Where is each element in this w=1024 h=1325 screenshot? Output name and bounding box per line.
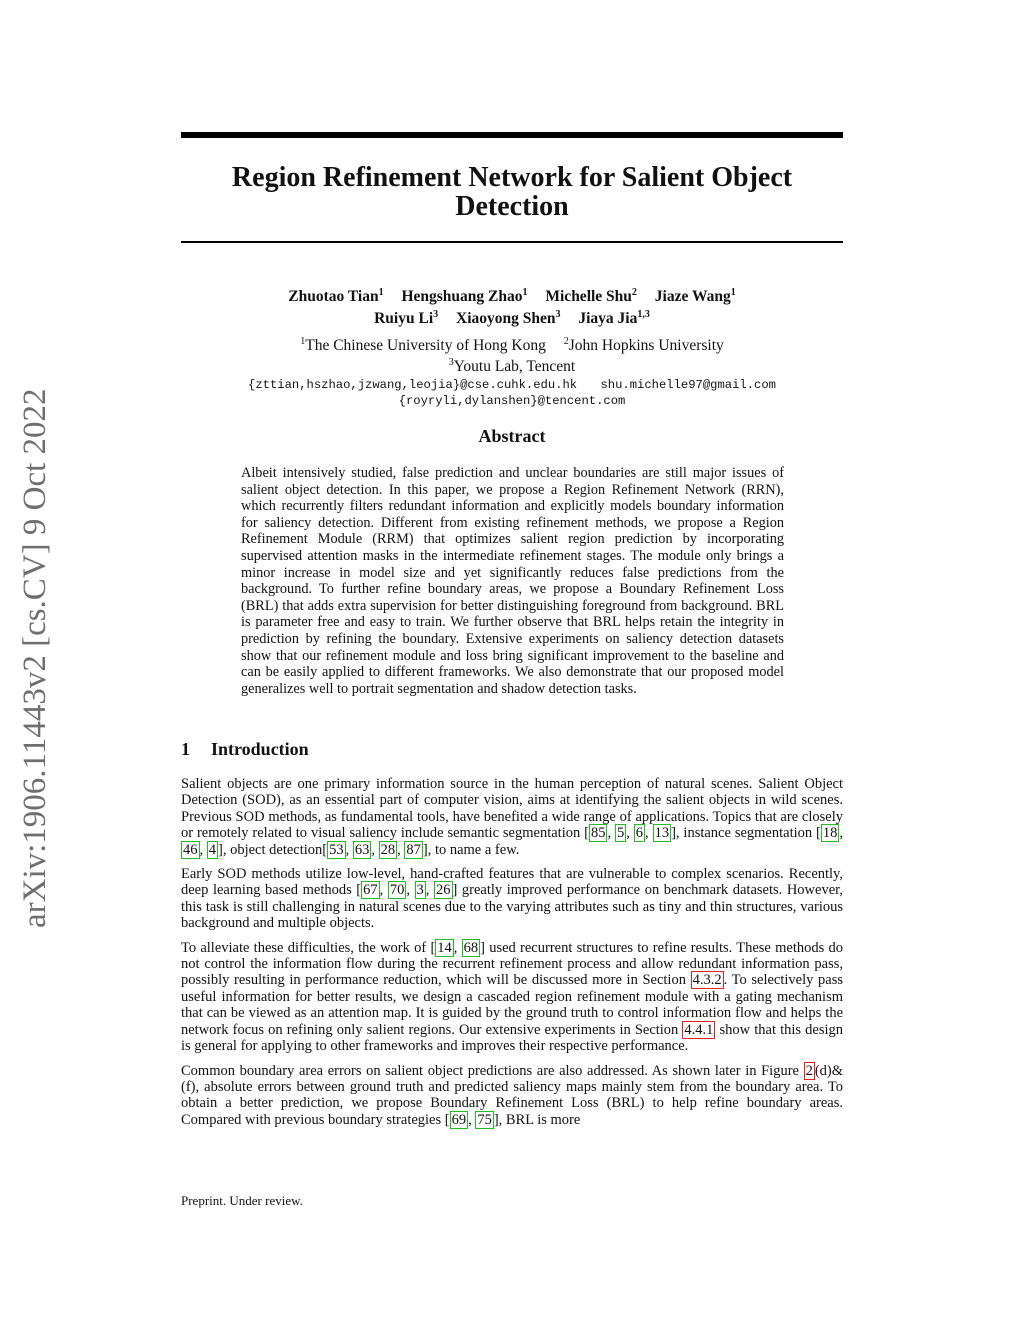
citation-link[interactable]: 87 bbox=[406, 841, 421, 858]
abstract-heading: Abstract bbox=[478, 426, 546, 446]
email-list bbox=[181, 377, 843, 409]
author: Jiaya Jia$^{1,3}$ bbox=[578, 309, 650, 327]
abstract-body: Albeit intensively studied, false prediction and unclear boundaries are still major issues of salient object detection. In this paper, we propose a Region Refinement Network (RRN), which recurrently filters redundant information and explicitly models boundary information for saliency detection. Different from existing refinement methods, we propose a Region Refinement Module (RRM) that optimizes salient region prediction by incorporating supervised attention masks in the intermediate refinement stages. The module only brings a minor increase in model size and yet significantly reduces false predictions from the background. To further refine boundary areas, we propose a Boundary Refinement Loss (BRL) that adds extra supervision for better distinguishing foreground from background. BRL is parameter free and easy to train. We further observe that BRL helps retain the integrity in prediction by refining the boundary. Extensive experiments on saliency detection datasets show that our refinement module and loss bring significant improvement to the baseline and can be easily applied to different frameworks. We also demonstrate that our proposed model generalizes well to portrait segmentation and shadow detection tasks. bbox=[241, 465, 784, 697]
title-line-1: Region Refinement Network for Salient Object bbox=[231, 162, 793, 193]
section-ref-link[interactable]: 4.4.1 bbox=[684, 1021, 714, 1038]
author: Xiaoyong Shen$^3$ bbox=[456, 309, 561, 327]
affiliation: $^1$The Chinese University of Hong Kong bbox=[300, 336, 546, 354]
citation-link[interactable]: 53 bbox=[329, 841, 344, 858]
author: Hengshuang Zhao$^1$ bbox=[401, 287, 528, 305]
citation-link[interactable]: 26 bbox=[436, 882, 451, 899]
title-top-rule bbox=[181, 132, 843, 138]
title-bottom-rule bbox=[181, 241, 843, 243]
arxiv-identifier: arXiv:1906.11443v2 [cs.CV] 9 Oct 2022 bbox=[17, 388, 53, 928]
affiliations bbox=[181, 335, 843, 377]
citation-link[interactable]: 13 bbox=[654, 825, 670, 842]
email[interactable]: {zttian,hszhao,jzwang,leojia}@cse.cuhk.edu.hk bbox=[248, 378, 578, 392]
section-title: Introduction bbox=[211, 739, 309, 759]
author: Zhuotao Tian$^1$ bbox=[288, 287, 384, 305]
email[interactable]: {royryli,dylanshen}@tencent.com bbox=[398, 394, 626, 408]
citation-link[interactable]: 4 bbox=[208, 841, 216, 858]
title-line-2: Detection bbox=[455, 191, 569, 222]
author: Jiaze Wang$^1$ bbox=[654, 287, 736, 305]
introduction-body bbox=[181, 776, 843, 1136]
citation-link[interactable]: 63 bbox=[354, 841, 370, 858]
citation-link[interactable]: 28 bbox=[380, 841, 396, 858]
citation-link[interactable]: 3 bbox=[416, 882, 424, 899]
author-list bbox=[181, 286, 843, 330]
figure-ref-link[interactable]: 2 bbox=[805, 1062, 813, 1079]
citation-link[interactable]: 5 bbox=[617, 825, 625, 842]
paper-title bbox=[181, 163, 843, 221]
citation-link[interactable]: 70 bbox=[389, 882, 405, 899]
author: Ruiyu Li$^3$ bbox=[374, 309, 439, 327]
citation-link[interactable]: 6 bbox=[635, 825, 644, 842]
email[interactable]: shu.michelle97@gmail.com bbox=[600, 378, 776, 392]
section-number: 1 bbox=[181, 739, 190, 759]
citation-link[interactable]: 69 bbox=[451, 1111, 467, 1128]
citation-link[interactable]: 46 bbox=[183, 841, 198, 858]
citation-link[interactable]: 18 bbox=[822, 825, 838, 842]
author-row-1 bbox=[181, 286, 843, 308]
section-heading bbox=[181, 739, 309, 760]
affiliation: $^3$Youtu Lab, Tencent bbox=[448, 357, 576, 375]
citation-link[interactable]: 67 bbox=[363, 882, 378, 899]
citation-link[interactable]: 68 bbox=[463, 939, 479, 956]
affiliation: $^2$John Hopkins University bbox=[563, 336, 724, 354]
paragraph-2: Early SOD methods utilize low-level, hand-crafted features that are vulnerable to complex scenarios. Recently, deep learning based methods [ 67 , 70 , 3 , 26 ] greatly improved performance on benchmark datasets. However, this task is still challenging in natural scenes due to the varying attributes such as tiny and thin structures, various background and multiple objects. bbox=[181, 866, 844, 932]
author: Michelle Shu$^2$ bbox=[545, 287, 637, 305]
author-row-2 bbox=[181, 308, 843, 330]
citation-link[interactable]: 14 bbox=[437, 939, 452, 956]
citation-link[interactable]: 85 bbox=[590, 825, 606, 842]
paragraph-4: Common boundary area errors on salient object predictions are also addressed. As shown later in Figure 2 (d)&(f), absolute errors between ground truth and predicted saliency maps mainly stem from the boundary area. To obtain a better prediction, we propose Boundary Refinement Loss (BRL) to help refine boundary areas. Compared with previous boundary strategies [ 69 , 75 ], BRL is more bbox=[181, 1062, 843, 1128]
section-ref-link[interactable]: 4.3.2 bbox=[692, 972, 722, 989]
paragraph-1: Salient objects are one primary information source in the human perception of natural scenes. Salient Object Detection (SOD), as an essential part of computer vision, aims at identifying the salient objects in wild scenes. Previous SOD methods, as fundamental tools, have benefited a wide range of applications. Topics that are closely or remotely related to visual saliency include semantic segmentation [ 85 , 5 , 6 , 13 ], instance segmentation [ 18 , 46 , 4 ], object detection[ 53 , 63 , 28 , 87 ], to name a few. bbox=[181, 776, 844, 858]
citation-link[interactable]: 75 bbox=[477, 1111, 492, 1128]
paragraph-3: To alleviate these difficulties, the work of [ 14 , 68 ] used recurrent structures to refine results. These methods do not control the information flow during the recurrent refinement process and allow redundant information pass, possibly resulting in performance reduction, which will be discussed more in Section 4.3.2 . To selectively pass useful information for better results, we design a cascaded region refinement module with a gating mechanism that can be viewed as an attention map. It is guided by the ground truth to control information flow and helps the network focus on refining only salient regions. Our extensive experiments in Section 4.4.1 show that this design is general for applying to other frameworks and improves their respective performance. bbox=[181, 939, 844, 1055]
footer-note: Preprint. Under review. bbox=[181, 1193, 303, 1208]
